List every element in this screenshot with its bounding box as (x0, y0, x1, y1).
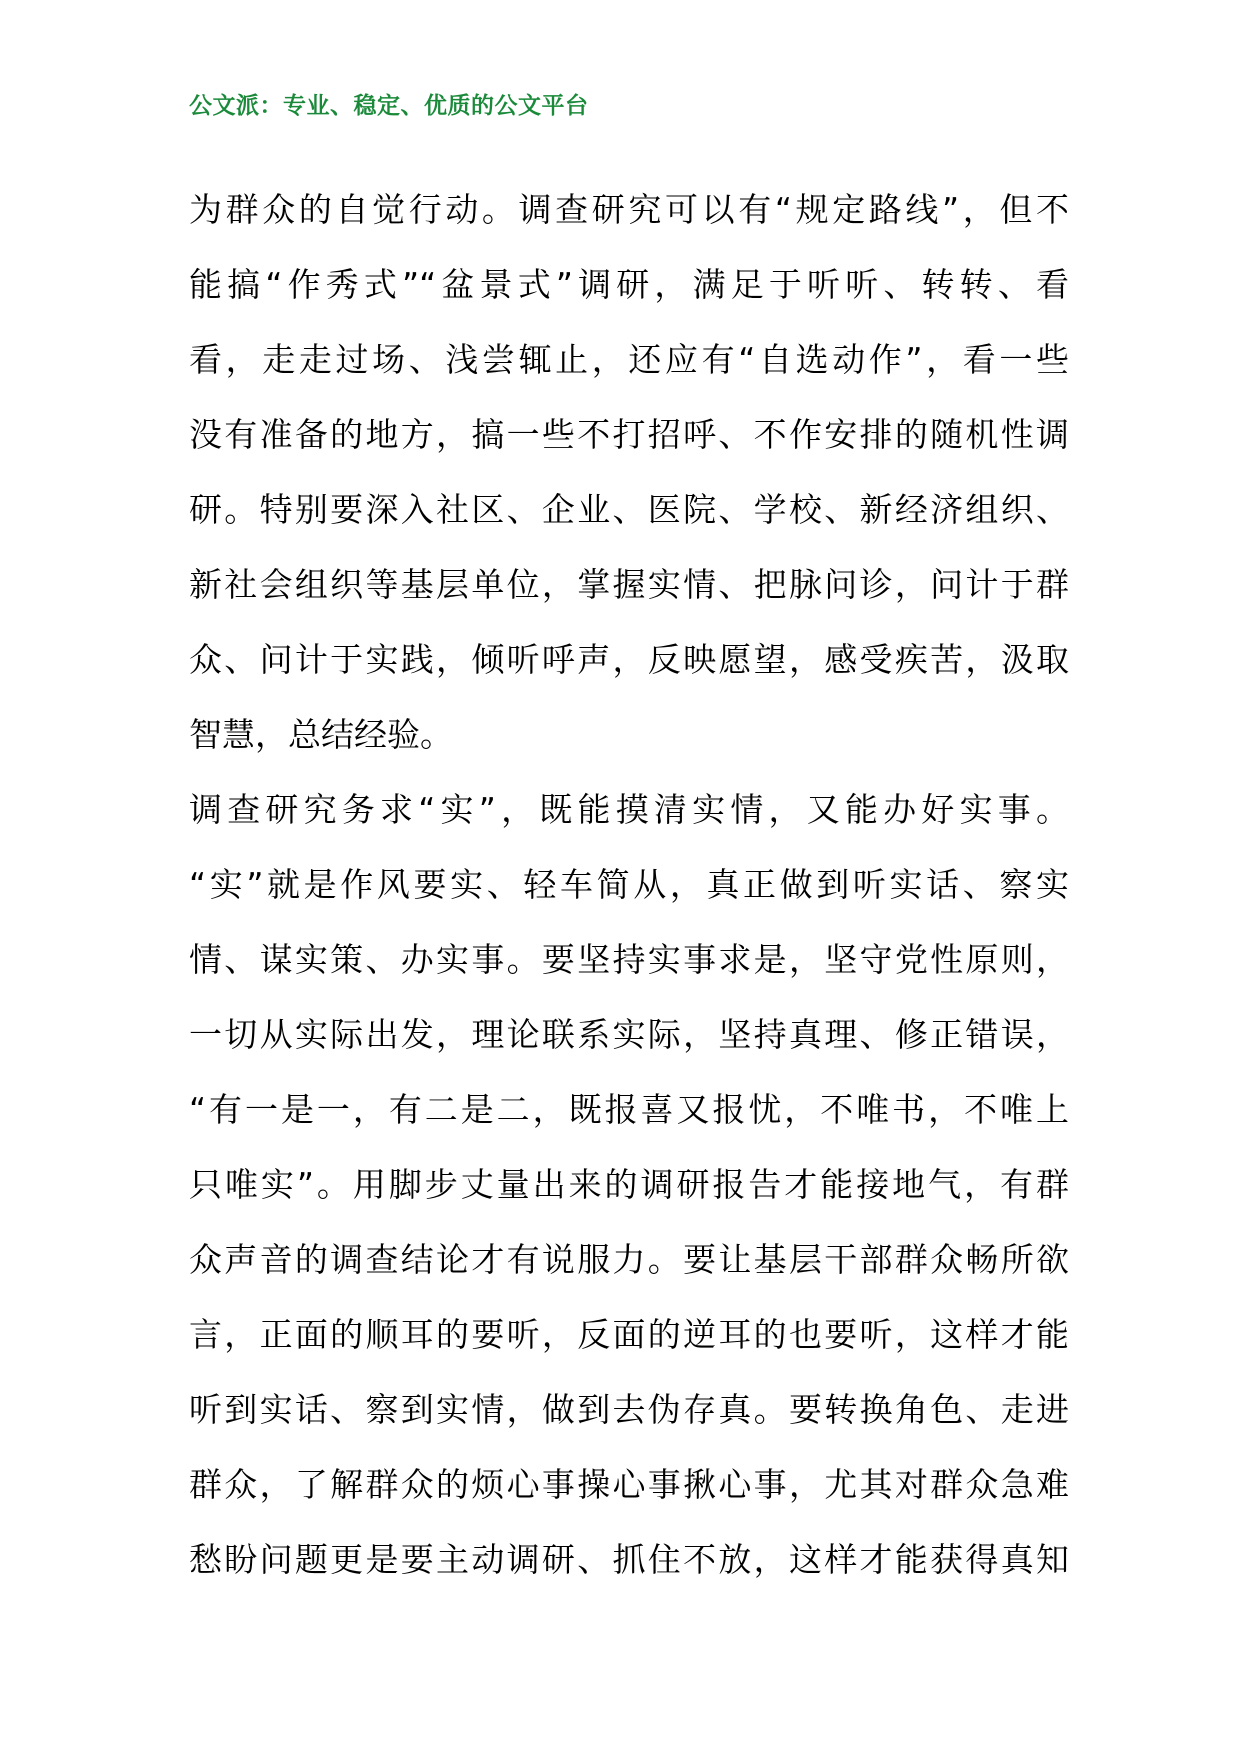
text-line: 研。特别要深入社区、企业、医院、学校、新经济组织、 (189, 490, 1069, 529)
text-line: 没有准备的地方，搞一些不打招呼、不作安排的随机性调 (189, 415, 1069, 454)
paragraph-2 (189, 772, 1069, 1597)
text-line: 众、问计于实践，倾听呼声，反映愿望，感受疾苦，汲取 (189, 640, 1069, 679)
text-line: 群众，了解群众的烦心事操心事揪心事，尤其对群众急难 (189, 1465, 1069, 1504)
paragraph-1 (189, 172, 1069, 772)
text-line: 只唯实”。用脚步丈量出来的调研报告才能接地气，有群 (189, 1165, 1069, 1204)
text-line: 情、谋实策、办实事。要坚持实事求是，坚守党性原则， (189, 940, 1069, 979)
text-line: 为群众的自觉行动。调查研究可以有“规定路线”，但不 (189, 190, 1069, 229)
text-line: 智慧，总结经验。 (189, 715, 453, 754)
text-line: “有一是一，有二是二，既报喜又报忧，不唯书，不唯上 (189, 1090, 1069, 1129)
text-line: 愁盼问题更是要主动调研、抓住不放，这样才能获得真知 (189, 1540, 1069, 1579)
text-line: 能搞“作秀式”“盆景式”调研，满足于听听、转转、看 (189, 265, 1069, 304)
page-header: 公文派：专业、稳定、优质的公文平台 (189, 93, 589, 119)
text-line: 众声音的调查结论才有说服力。要让基层干部群众畅所欲 (189, 1240, 1069, 1279)
text-line: “实”就是作风要实、轻车简从，真正做到听实话、察实 (189, 865, 1069, 904)
text-line: 言，正面的顺耳的要听，反面的逆耳的也要听，这样才能 (189, 1315, 1069, 1354)
text-line: 看，走走过场、浅尝辄止，还应有“自选动作”，看一些 (189, 340, 1069, 379)
text-line: 调查研究务求“实”，既能摸清实情，又能办好实事。 (189, 790, 1069, 829)
text-line: 听到实话、察到实情，做到去伪存真。要转换角色、走进 (189, 1390, 1069, 1429)
text-line: 一切从实际出发，理论联系实际，坚持真理、修正错误， (189, 1015, 1069, 1054)
document-body (189, 172, 1069, 1597)
text-line: 新社会组织等基层单位，掌握实情、把脉问诊，问计于群 (189, 565, 1069, 604)
